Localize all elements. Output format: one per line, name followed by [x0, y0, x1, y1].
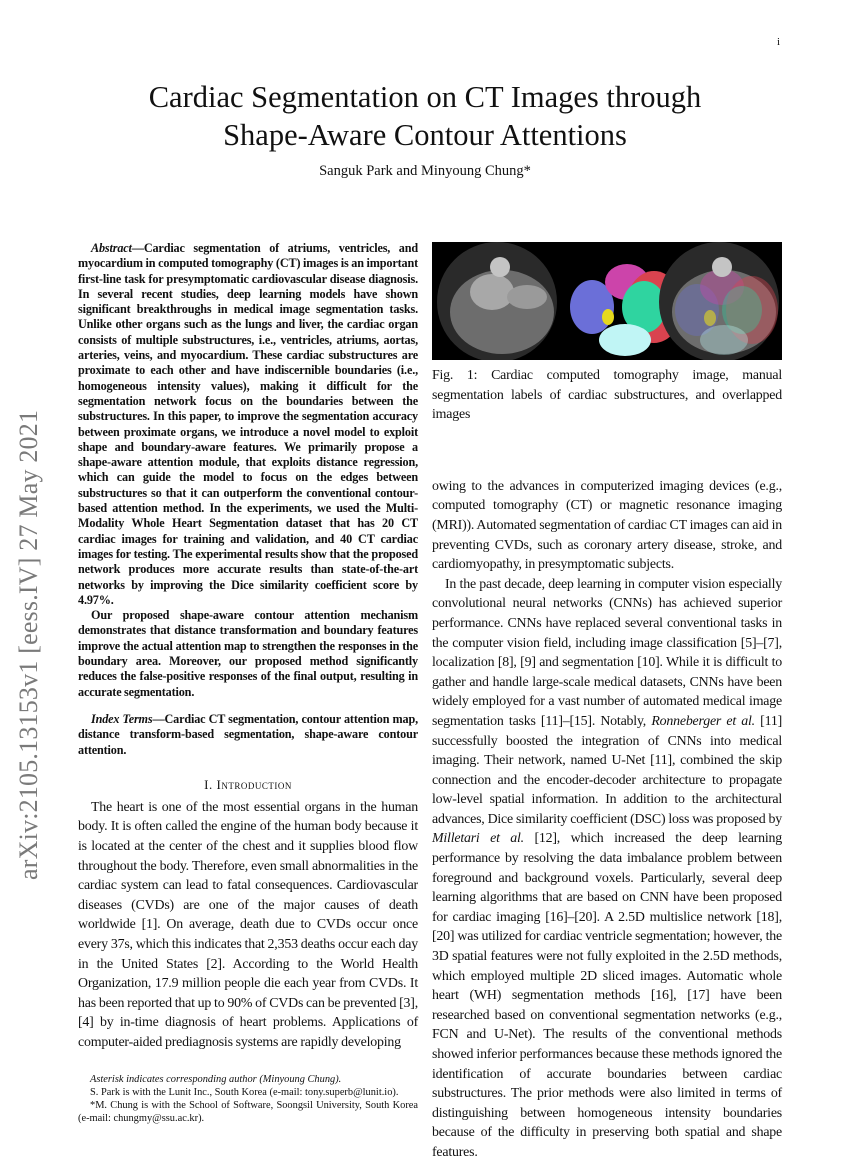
figure-1-image [432, 242, 782, 360]
page-number: i [776, 36, 780, 48]
right-paragraph-2 [432, 575, 782, 1163]
footnote-corresponding [78, 1073, 418, 1086]
section-heading-introduction [78, 776, 418, 794]
left-column [78, 241, 418, 1125]
ct-scan-image [437, 242, 557, 360]
intro-paragraph-1: The heart is one of the most essential organs in the human body. It is often called the engine of the human body because it is located at the center of the chest and it supplies blood flow throughout the body. Therefore, even small abnormalities in the cardiac system can lead to fatal consequences. Cardiovascular diseases (CVDs) are one of the major causes of death worldwide [1]. On average, death due to CVDs occur once every 37s, which this indicates that 2,353 deaths occur each day in the United States [2]. According to the World Health Organization, 17.9 million people die each year from CVDs. It has been reported that up to 90% of CVDs can be prevented [3], [4] by in-time diagnosis of heart problems. Applications of computer-aided prediagnosis systems are rapidly developing [78, 799, 418, 1050]
footnote-chung: *M. Chung is with the School of Software, Soongsil University, South Korea (e-mail: chungmy@ssu.ac.kr). [78, 1099, 418, 1124]
right-column [432, 242, 782, 1163]
footnote-corresponding-text: Asterisk indicates corresponding author (Minyoung Chung). [90, 1073, 342, 1085]
citation-milletari: Milletari et al. [432, 831, 524, 847]
abstract-paragraph-2: Our proposed shape-aware contour attention mechanism demonstrates that distance transformation and boundary features improve the actual attention map to strengthen the responses in the boundary area. Moreover, our proposed method significantly reduces the false-positive responses of the final output, resulting in accurate segmentation. [78, 608, 418, 699]
footnote-park: S. Park is with the Lunit Inc., South Korea (e-mail: tony.superb@lunit.io). [90, 1086, 399, 1098]
text-segment: [11] successfully boosted the integration of CNNs into medical imaging. Their network, named U-Net [11], combined the skip connection and the encoder-decoder architecture to propagate low-level spatial information. In addition to the architectural advances, Dice similarity coefficient (DSC) loss was proposed by [432, 713, 782, 827]
abstract-text: —Cardiac segmentation of atriums, ventricles, and myocardium in computed tomography (CT) images is an important first-line task for presymptomatic cardiovascular disease diagnosis. In several recent studies, deep learning models have shown significant breakthroughs in medical image segmentation tasks. Unlike other organs such as the lungs and liver, the cardiac organ consists of multiple substructures, i.e., ventricles, atriums, aortas, arteries, veins, and myocardium. These cardiac substructures are proximate to each other and have indiscernible boundaries (i.e., homogeneous intensity values), making it difficult for the segmentation network focus on the boundaries between the substructures. In this paper, to improve the segmentation accuracy between proximate organs, we introduce a novel model to exploit shape and boundary-aware features. We primarily propose a shape-aware attention module, that exploits distance regression, which can guide the model to focus on the edges between substructures so that it can outperform the conventional contour-based attention method. In the experiments, we used the Multi-Modality Whole Heart Segmentation dataset that has 20 CT cardiac images for training and validation, and 40 CT cardiac images for testing. The experimental results show that the proposed network produces more accurate results than state-of-the-art networks by improving the Dice similarity coefficient score by 4.97%. [78, 241, 418, 607]
text-segment: [12], which increased the deep learning performance by resolving the data imbalance problem between foreground and background voxels. Particularly, several deep learning algorithms that are based on CNN have been proposed for cardiac imaging [16]–[20]. A 2.5D multislice network [18], [20] was utilized for cardiac ventricle segmentation; however, the 3D spatial features were not fully exploited in the 2.5D methods, which employed multiple 2D sliced images. Automatic whole heart (WH) segmentation methods [16], [17] have been researched based on conventional segmentation networks (e.g., FCN and U-Net). The results of the conventional methods showed inferior performances because these methods ignored the identification of accurate boundaries between cardiac substructures. The prior methods were also limited in terms of distinguishing between homogeneous intensity boundaries because of the difficulty in preserving both spatial and shape features. [432, 831, 782, 1160]
introduction-text [78, 798, 418, 1053]
overlapped-image [659, 242, 779, 360]
citation-ronneberger: Ronneberger et al. [651, 713, 755, 729]
authors: Sanguk Park and Minyoung Chung* [319, 163, 531, 179]
text-segment: In the past decade, deep learning in computer vision especially convolutional neural networks (CNNs) has achieved superior performance. CNNs have replaced several conventional tasks in the computer vision field, including image classification [5]–[7], localization [8], [9] and segmentation [10]. While it is difficult to gather and handle large-scale medical datasets, CNNs have been widely employed for a vast number of automated medical image segmentation tasks [11]–[15]. Notably, [432, 576, 782, 729]
section-heading-text: I. Introduction [204, 776, 292, 792]
abstract-paragraph-1 [78, 241, 418, 608]
abstract-label: Abstract [91, 241, 132, 255]
arxiv-identifier: arXiv:2105.13153v1 [eess.IV] 27 May 2021 [14, 409, 43, 880]
paper-title [0, 78, 850, 154]
title-line-2: Shape-Aware Contour Attentions [223, 118, 627, 152]
index-terms [78, 712, 418, 758]
abstract [78, 241, 418, 700]
title-line-1: Cardiac Segmentation on CT Images through [148, 80, 702, 114]
right-column-text [432, 477, 782, 1163]
footnotes [78, 1073, 418, 1125]
right-paragraph-1: owing to the advances in computerized imaging devices (e.g., computed tomography (CT) or magnetic resonance imaging (MRI)). Automated segmentation of cardiac CT images can aid in preventing CVDs, such as coronary artery disease, stroke, and cardiomyopathy, in presymptomatic subjects. [432, 478, 782, 573]
figure-1-caption: Fig. 1: Cardiac computed tomography image, manual segmentation labels of cardiac substructures, and overlapped images [432, 368, 782, 423]
index-terms-text: —Cardiac CT segmentation, contour attention map, distance transform-based segmentation, shape-aware contour attention. [78, 711, 418, 757]
index-terms-label: Index Terms [91, 711, 153, 726]
